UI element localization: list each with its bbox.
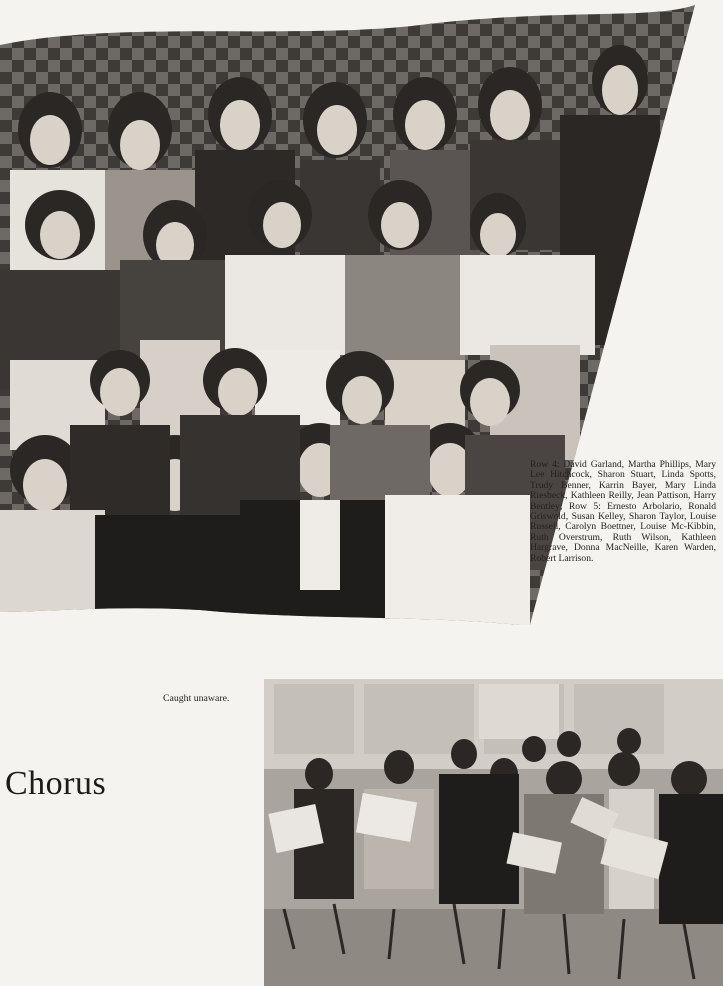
- row-caption: Row 4: David Garland, Martha Phillips, Mary Lee Hitchcock, Sharon Stuart, Linda Spotts, Trudy Benner, Karrin Bayer, Mary Linda Riesbeck, Kathleen Reilly, Jean Pattison, Harry Bentley; Row 5: Ernesto Arbolario, Ronald Griswold, Susan Kelley, Sharon Taylor, Louise Russell, Carolyn Boettner, Louise Mc-Kibbin, Ruth Overstrum, Ruth Wilson, Kathleen Hargrave, Donna MacNeille, Karen Warden, Robert Larrison.: [530, 459, 716, 564]
- section-title: Chorus: [5, 765, 107, 802]
- photo-caption: Caught unaware.: [163, 693, 230, 704]
- candid-photo: [264, 679, 723, 986]
